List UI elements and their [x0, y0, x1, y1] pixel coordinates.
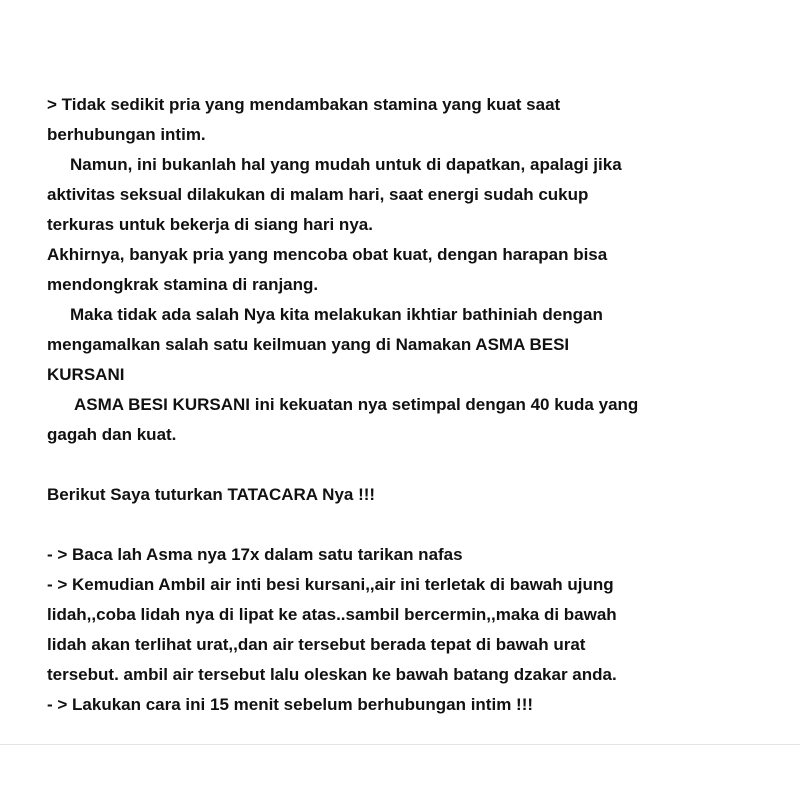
text-line: berhubungan intim. [47, 125, 206, 144]
step-line: lidah,,coba lidah nya di lipat ke atas..sambil bercermin,,maka di bawah [47, 605, 617, 624]
text-line: Maka tidak ada salah Nya kita melakukan ikhtiar bathiniah dengan [70, 305, 603, 324]
spacer [47, 450, 777, 480]
divider [0, 744, 800, 745]
text-line: mendongkrak stamina di ranjang. [47, 275, 319, 294]
step-line: - > Baca lah Asma nya 17x dalam satu tarikan nafas [47, 545, 463, 564]
spacer [47, 510, 777, 540]
document-body [47, 90, 777, 720]
text-line: Namun, ini bukanlah hal yang mudah untuk di dapatkan, apalagi jika [70, 155, 622, 174]
text-line: KURSANI [47, 365, 125, 384]
text-line: ASMA BESI KURSANI ini kekuatan nya setimpal dengan 40 kuda yang [74, 395, 639, 414]
step-line: - > Kemudian Ambil air inti besi kursani,,air ini terletak di bawah ujung [47, 575, 614, 594]
text-line: mengamalkan salah satu keilmuan yang di Namakan ASMA BESI [47, 335, 570, 354]
text-line: aktivitas seksual dilakukan di malam hari, saat energi sudah cukup [47, 185, 589, 204]
text-line: gagah dan kuat. [47, 425, 177, 444]
step-line: lidah akan terlihat urat,,dan air tersebut berada tepat di bawah urat [47, 635, 586, 654]
text-line: Akhirnya, banyak pria yang mencoba obat kuat, dengan harapan bisa [47, 245, 608, 264]
step-line: tersebut. ambil air tersebut lalu oleskan ke bawah batang dzakar anda. [47, 665, 617, 684]
section-heading: Berikut Saya tuturkan TATACARA Nya !!! [47, 485, 376, 504]
text-line: terkuras untuk bekerja di siang hari nya. [47, 215, 373, 234]
text-line: > Tidak sedikit pria yang mendambakan stamina yang kuat saat [47, 95, 561, 114]
step-line: - > Lakukan cara ini 15 menit sebelum berhubungan intim !!! [47, 695, 534, 714]
